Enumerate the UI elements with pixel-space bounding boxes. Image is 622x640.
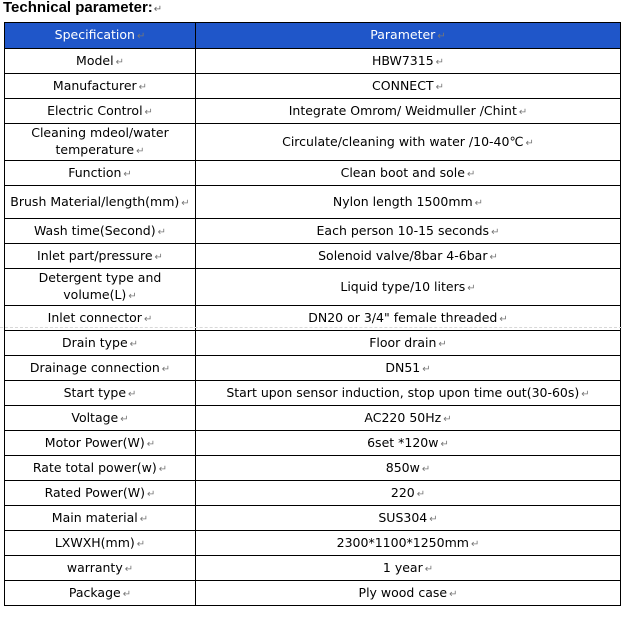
spec-cell: Rate total power(w) ↵ <box>5 456 196 481</box>
spec-cell: warranty ↵ <box>5 556 196 581</box>
param-cell: Nylon length 1500mm ↵ <box>196 186 621 219</box>
param-cell: DN20 or 3/4" female threaded ↵ <box>196 306 621 331</box>
table-row <box>5 124 621 161</box>
paragraph-mark-icon: ↵ <box>153 4 163 15</box>
param-cell: 2300*1100*1250mm ↵ <box>196 531 621 556</box>
table-row <box>5 161 621 186</box>
header-parameter: Parameter ↵ <box>196 23 621 49</box>
table-row <box>5 581 621 606</box>
table-row <box>5 244 621 269</box>
param-cell: Floor drain ↵ <box>196 331 621 356</box>
table-row <box>5 99 621 124</box>
spec-cell: Manufacturer ↵ <box>5 74 196 99</box>
spec-cell: Drainage connection ↵ <box>5 356 196 381</box>
param-cell: AC220 50Hz ↵ <box>196 406 621 431</box>
technical-parameter-table <box>4 22 621 606</box>
spec-cell: Package ↵ <box>5 581 196 606</box>
table-row <box>5 481 621 506</box>
param-cell: Liquid type/10 liters ↵ <box>196 269 621 306</box>
param-cell: Each person 10-15 seconds ↵ <box>196 219 621 244</box>
spec-cell: Motor Power(W) ↵ <box>5 431 196 456</box>
table-row <box>5 456 621 481</box>
param-cell: HBW7315 ↵ <box>196 49 621 74</box>
table-row <box>5 49 621 74</box>
table-row <box>5 74 621 99</box>
spec-cell: Main material ↵ <box>5 506 196 531</box>
spec-cell: Inlet connector ↵ <box>5 306 196 331</box>
param-cell: 6set *120w ↵ <box>196 431 621 456</box>
param-cell: Integrate Omrom/ Weidmuller /Chint ↵ <box>196 99 621 124</box>
spec-cell: Function ↵ <box>5 161 196 186</box>
spec-cell: LXWXH(mm) ↵ <box>5 531 196 556</box>
spec-cell: Wash time(Second) ↵ <box>5 219 196 244</box>
param-cell: Ply wood case ↵ <box>196 581 621 606</box>
param-cell: Start upon sensor induction, stop upon time out(30-60s) ↵ <box>196 381 621 406</box>
spec-cell: Start type ↵ <box>5 381 196 406</box>
param-cell: Circulate/cleaning with water /10-40℃ ↵ <box>196 124 621 161</box>
table-row <box>5 331 621 356</box>
spec-cell: Brush Material/length(mm) ↵ <box>5 186 196 219</box>
param-cell: 850w ↵ <box>196 456 621 481</box>
table-row <box>5 406 621 431</box>
table-row <box>5 506 621 531</box>
spec-cell: Inlet part/pressure ↵ <box>5 244 196 269</box>
document-title: Technical parameter:↵ <box>3 0 163 16</box>
table-row <box>5 269 621 306</box>
table-row <box>5 381 621 406</box>
spec-cell: Rated Power(W) ↵ <box>5 481 196 506</box>
spec-cell: Drain type ↵ <box>5 331 196 356</box>
spec-cell: Voltage ↵ <box>5 406 196 431</box>
table-row <box>5 186 621 219</box>
spec-cell: Cleaning mdeol/water temperature ↵ <box>5 124 196 161</box>
param-cell: Solenoid valve/8bar 4-6bar ↵ <box>196 244 621 269</box>
table-row <box>5 431 621 456</box>
param-cell: 220 ↵ <box>196 481 621 506</box>
param-cell: 1 year ↵ <box>196 556 621 581</box>
table-header-row <box>5 23 621 49</box>
table-row <box>5 556 621 581</box>
param-cell: CONNECT ↵ <box>196 74 621 99</box>
param-cell: DN51 ↵ <box>196 356 621 381</box>
spec-cell: Electric Control ↵ <box>5 99 196 124</box>
table-row <box>5 531 621 556</box>
table-row <box>5 219 621 244</box>
table-row <box>5 356 621 381</box>
param-cell: Clean boot and sole ↵ <box>196 161 621 186</box>
spec-cell: Model ↵ <box>5 49 196 74</box>
spec-cell: Detergent type and volume(L) ↵ <box>5 269 196 306</box>
scan-artifact-line <box>0 327 622 329</box>
param-cell: SUS304 ↵ <box>196 506 621 531</box>
header-specification: Specification ↵ <box>5 23 196 49</box>
